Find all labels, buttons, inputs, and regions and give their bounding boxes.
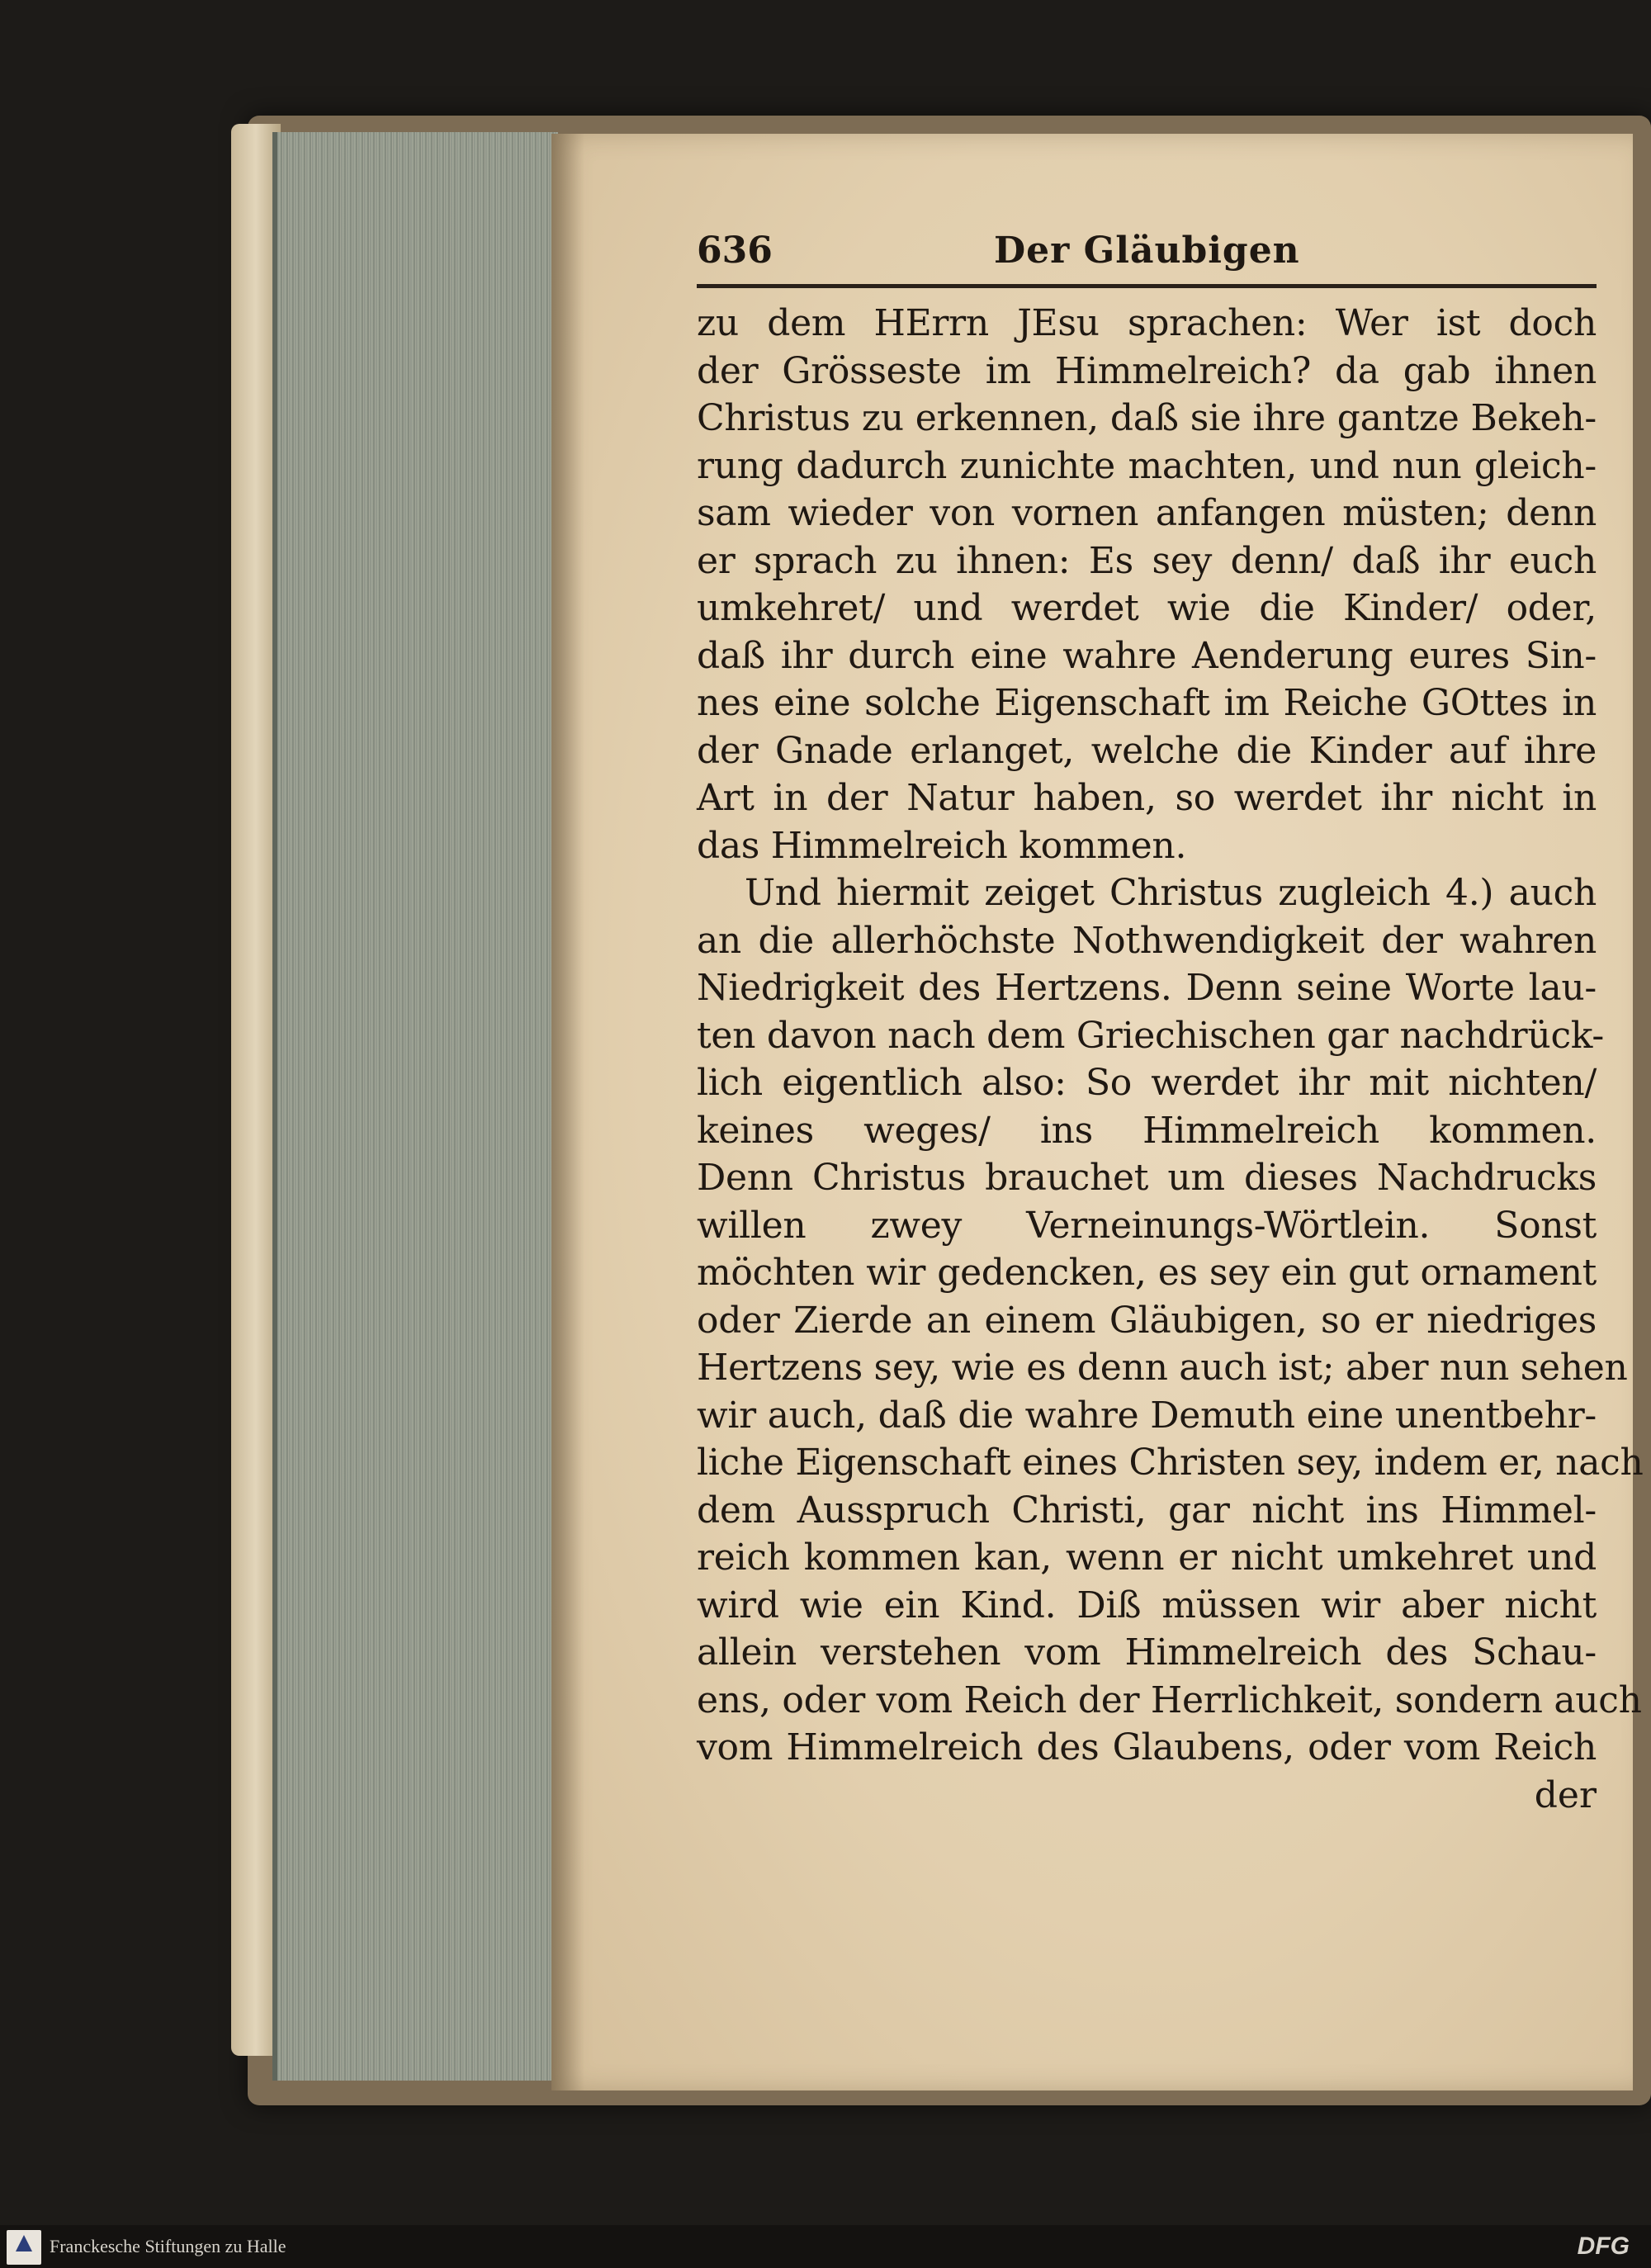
page-header — [697, 223, 1597, 281]
text-line: keines weges/ ins Himmelreich kommen. — [697, 1109, 1597, 1152]
text-line: wir auch, daß die wahre Demuth eine unentbehr- — [697, 1394, 1597, 1437]
text-line: rung dadurch zunichte machten, und nun gleich- — [697, 444, 1597, 487]
institution-logo-icon — [7, 2230, 41, 2265]
text-line: sam wieder von vornen anfangen müsten; denn — [697, 492, 1597, 534]
text-line: wird wie ein Kind. Diß müssen wir aber nicht — [697, 1584, 1597, 1626]
funder-logo: DFG — [1577, 2232, 1630, 2260]
page-number: 636 — [697, 230, 773, 272]
text-line: Niedrigkeit des Hertzens. Denn seine Worte lau- — [697, 967, 1597, 1009]
text-line: an die allerhöchste Nothwendigkeit der wahren — [697, 919, 1597, 962]
text-line: zu dem HErrn JEsu sprachen: Wer ist doch — [697, 302, 1597, 344]
running-head: Der Gläubigen — [994, 230, 1300, 272]
text-line: Art in der Natur haben, so werdet ihr nicht in — [697, 777, 1597, 819]
text-line: allein verstehen vom Himmelreich des Schau- — [697, 1631, 1597, 1674]
catchword: der — [1534, 1773, 1597, 1816]
text-line: daß ihr durch eine wahre Aenderung eures Sin- — [697, 634, 1597, 677]
text-line: nes eine solche Eigenschaft im Reiche GOttes in — [697, 682, 1597, 724]
text-line: Hertzens sey, wie es denn auch ist; aber nun sehen — [697, 1347, 1628, 1389]
text-line: er sprach zu ihnen: Es sey denn/ daß ihr euch — [697, 539, 1597, 582]
text-line: vom Himmelreich des Glaubens, oder vom Reich — [697, 1726, 1597, 1768]
gutter-shadow — [551, 134, 584, 2090]
page-text-block — [697, 223, 1644, 1819]
text-line: dem Ausspruch Christi, gar nicht ins Himmel- — [697, 1489, 1597, 1532]
text-line: der Grösseste im Himmelreich? da gab ihnen — [697, 349, 1597, 392]
text-line: das Himmelreich kommen. — [697, 824, 1187, 867]
text-line: der Gnade erlanget, welche die Kinder auf ihre — [697, 729, 1597, 772]
text-line: umkehret/ und werdet wie die Kinder/ oder, — [697, 587, 1597, 629]
text-line: willen zwey Verneinungs-Wörtlein. Sonst — [697, 1204, 1597, 1247]
text-line: reich kommen kan, wenn er nicht umkehret und — [697, 1536, 1597, 1579]
text-line: möchten wir gedencken, es sey ein gut ornament — [697, 1252, 1597, 1294]
institution-credit: Franckesche Stiftungen zu Halle — [50, 2236, 286, 2256]
text-line: liche Eigenschaft eines Christen sey, indem er, nach — [697, 1442, 1644, 1484]
text-line: oder Zierde an einem Gläubigen, so er niedriges — [697, 1299, 1597, 1342]
text-line: Denn Christus brauchet um dieses Nachdrucks — [697, 1157, 1597, 1199]
paragraph-first-line: Und hiermit zeiget Christus zugleich 4.) auch — [745, 872, 1597, 914]
text-line: lich eigentlich also: So werdet ihr mit nichten/ — [697, 1062, 1597, 1104]
text-line: ens, oder vom Reich der Herrlichkeit, sondern auch — [697, 1679, 1642, 1721]
text-line: ten davon nach dem Griechischen gar nachdrück- — [697, 1014, 1604, 1057]
page-edges — [272, 132, 558, 2081]
text-line: Christus zu erkennen, daß sie ihre gantze Bekeh- — [697, 397, 1597, 439]
header-rule — [697, 284, 1597, 288]
